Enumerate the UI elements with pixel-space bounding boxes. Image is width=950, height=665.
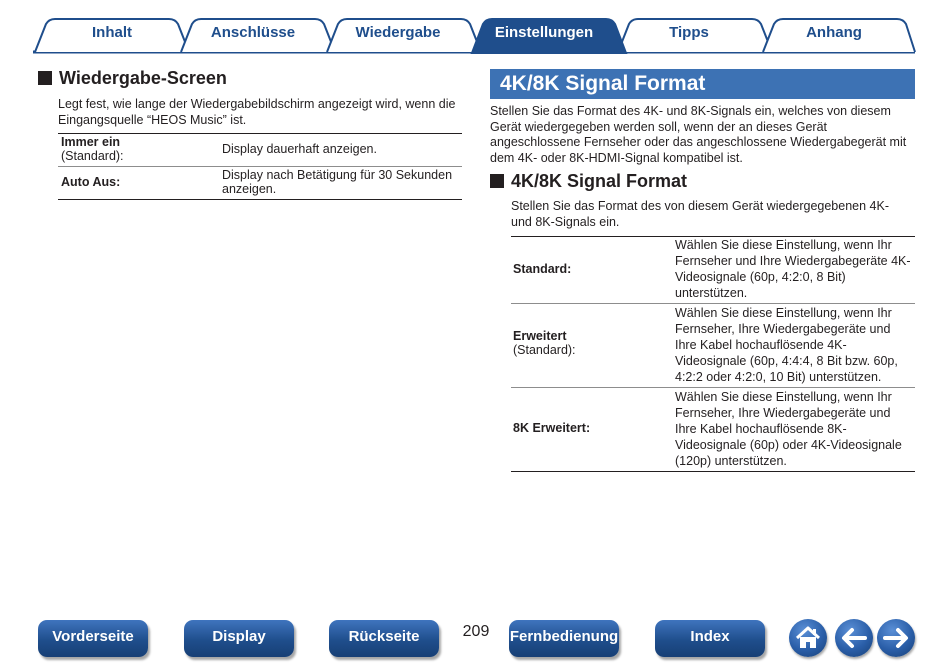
table-row-description: Display nach Betätigung für 30 Sekunden anzeigen. (222, 168, 453, 196)
table-row-description: Display dauerhaft anzeigen. (222, 142, 377, 156)
section-intro: Legt fest, wie lange der Wiedergabebildschirm angezeigt wird, wenn die Eingangsquelle “HEOS Music” ist. (58, 97, 456, 127)
title-intro: Stellen Sie das Format des 4K- und 8K-Signals ein, welches von diesem Gerät wiedergegeben werden soll, wenn der an dieses Gerät angeschlossene Fernseher oder das angeschlossene Wiedergabegerät mit dem 4K- oder 8K-HDMI-Signal kompatibel ist. (490, 104, 907, 165)
row-label-strong: Erweitert (513, 329, 567, 343)
back-button[interactable] (835, 619, 873, 657)
square-bullet-icon (38, 71, 52, 85)
forward-button[interactable] (877, 619, 915, 657)
section-heading-text: 4K/8K Signal Format (511, 170, 688, 191)
tab-tipps[interactable]: Tipps (669, 24, 709, 41)
page-number: 209 (462, 623, 490, 640)
tab-anhang[interactable]: Anhang (806, 24, 862, 41)
arrow-right-icon (877, 619, 915, 657)
square-bullet-icon (490, 174, 504, 188)
table-row-rule (58, 166, 462, 167)
section-intro: Stellen Sie das Format des von diesem Gerät wiedergegebenen 4K- und 8K-Signals ein. (511, 199, 889, 229)
table-row-description: Wählen Sie diese Einstellung, wenn Ihr Fernseher, Ihre Wiedergabegeräte und Ihre Kabel hochauflösende 4K-Videosignale (60p, 4:4:4, 8 Bit bzw. 60p, 4:2:2 oder 4:2:0, 10 Bit) unterstützen. (675, 306, 898, 384)
display-button[interactable]: Display (184, 620, 294, 657)
table-row-label (61, 175, 211, 189)
row-label-sub: (Standard): (513, 343, 576, 357)
table-bottom-rule (58, 199, 462, 200)
table-row-rule (511, 303, 915, 304)
table-row-label (513, 421, 663, 435)
table-row-description: Wählen Sie diese Einstellung, wenn Ihr Fernseher und Ihre Wiedergabegeräte 4K-Videosignale (60p, 4:2:0, 8 Bit) unterstützen. (675, 238, 911, 300)
row-label-strong: Immer ein (61, 135, 121, 149)
section-heading-wiedergabe-screen (38, 67, 227, 89)
tab-einstellungen[interactable]: Einstellungen (494, 24, 594, 41)
table-bottom-rule (511, 471, 915, 472)
table-row-label (513, 262, 663, 276)
fernbedienung-button[interactable]: Fernbedienung (509, 620, 619, 657)
section-heading-text: Wiedergabe-Screen (59, 67, 227, 88)
tab-wiedergabe[interactable]: Wiedergabe (355, 24, 441, 41)
table-row-description: Wählen Sie diese Einstellung, wenn Ihr Fernseher, Ihre Wiedergabegeräte und Ihre Kabel hochauflösende 8K-Videosignale (60p) oder 4K-Videosignale (120p) unterstützen. (675, 390, 902, 468)
row-label-strong: Standard: (513, 262, 572, 276)
section-heading-signal-format (490, 170, 687, 192)
tab-bar (0, 0, 950, 56)
table-row-rule (511, 387, 915, 388)
page-title-bar: 4K/8K Signal Format (490, 69, 915, 99)
index-button[interactable]: Index (655, 620, 765, 657)
rueckseite-button[interactable]: Rückseite (329, 620, 439, 657)
home-icon (789, 619, 827, 657)
tab-inhalt[interactable]: Inhalt (92, 24, 132, 41)
row-label-sub: (Standard): (61, 149, 124, 163)
table-row-label (513, 329, 663, 357)
tab-anschluesse[interactable]: Anschlüsse (210, 24, 296, 41)
arrow-left-icon (835, 619, 873, 657)
row-label-strong: Auto Aus: (61, 175, 121, 189)
home-button[interactable] (789, 619, 827, 657)
vorderseite-button[interactable]: Vorderseite (38, 620, 148, 657)
table-top-rule (58, 133, 462, 134)
row-label-strong: 8K Erweitert: (513, 421, 591, 435)
table-row-label (61, 135, 211, 163)
